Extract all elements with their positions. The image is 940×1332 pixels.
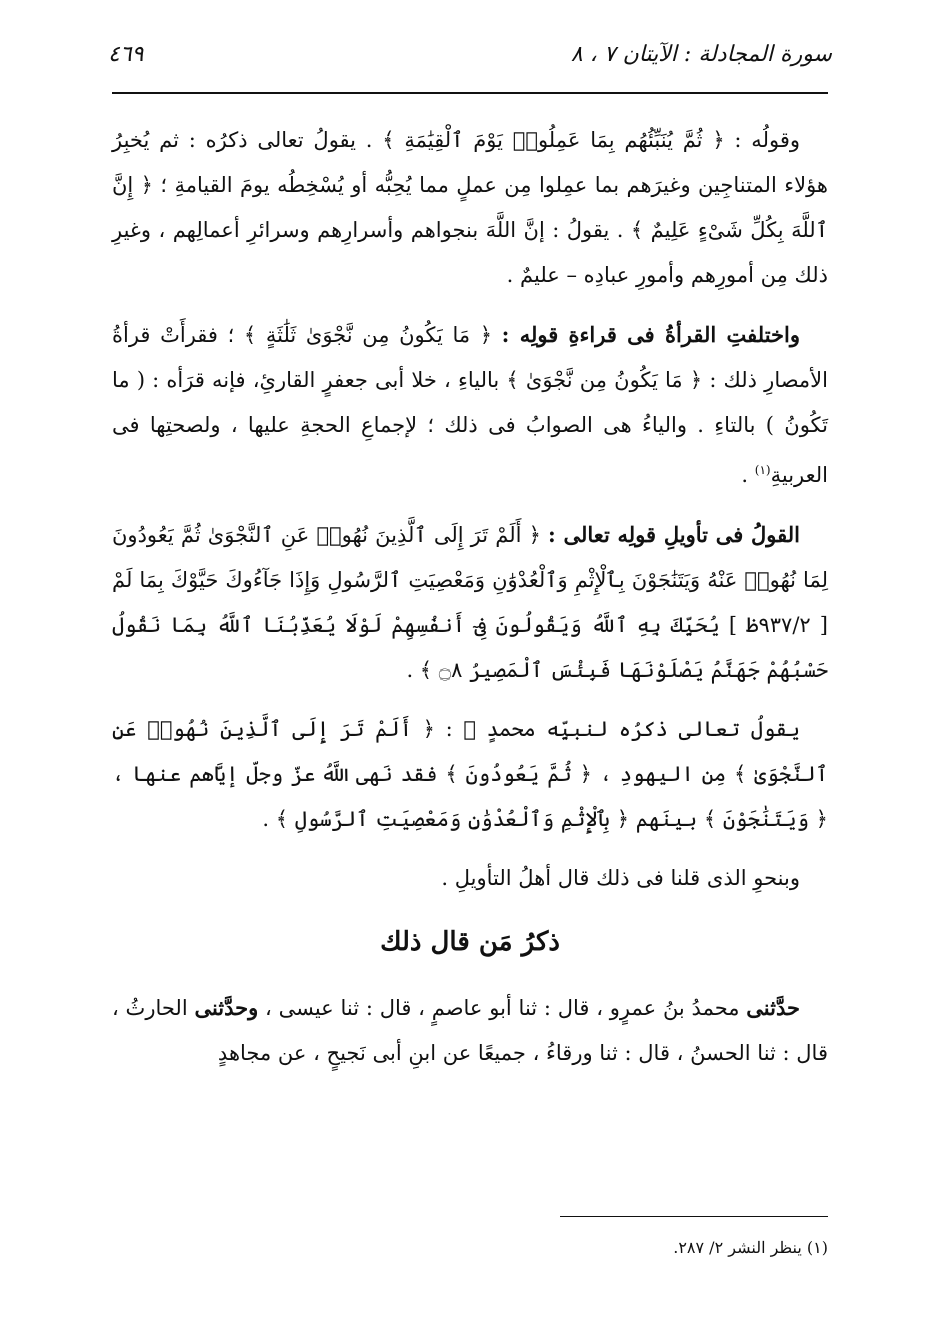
paragraph-2 (112, 312, 828, 498)
footnote-marker: (١) (754, 463, 771, 477)
paragraph-4 (112, 707, 828, 842)
section-heading: ذكرُ مَن قال ذلك (380, 927, 560, 957)
paragraph-text: وبنحوِ الذى قلنا فى ذلك قال أهلُ التأويلِ . (441, 866, 800, 890)
paragraph-text: ﴿ مَا يَكُونُ مِن نَّجْوَىٰ ثَلَٰثَةٍ ﴾ ؛ فقرأَتْ قرأةُ الأمصارِ ذلك : ﴿ مَا يَكُونُ مِن نَّجْوَىٰ ﴾ بالياءِ ، خلا أبى جعفرٍ القارئِ، فإنه قرَأه : ( ما تَكُونُ ) بالتاءِ . والياءُ هى الصوابُ فى ذلك ؛ لإجماعِ الحجةِ عليها ، ولصحتِها فى العربيةِ (112, 323, 828, 487)
paragraph-text: وقولُه : ﴿ ثُمَّ يُنَبِّئُهُم بِمَا عَمِلُوا۟ يَوْمَ ٱلْقِيَٰمَةِ ﴾ . يقولُ تعالى ذكرُه : ثم يُخبِرُ هؤلاء المتناجِين وغيرَهم بما عمِلوا مِن عملٍ مما يُحِبُّه أو يُسْخِطُه يومَ القيامةِ ؛ ﴿ إِنَّ ٱللَّهَ بِكُلِّ شَىْءٍ عَلِيمٌ ﴾ . يقولُ : إنَّ اللَّهَ بنجواهم وأسرارِهم وسرائرِ أعمالِهم ، وغيرِ ذلك مِن أمورِهم وأمورِ عبادِه – عليمٌ . (112, 128, 828, 287)
running-header (108, 38, 832, 78)
isnad-lead-2: وحدَّثنى (194, 995, 259, 1020)
paragraph-5 (112, 856, 828, 901)
header-rule (112, 92, 828, 94)
paragraph-1 (112, 118, 828, 298)
isnad-paragraph (112, 985, 828, 1076)
footnote: (١) ينظر النشر ٢/ ٢٨٧. (673, 1238, 828, 1257)
paragraph-tail: . (741, 463, 755, 487)
footnote-rule (560, 1216, 828, 1217)
paragraph-3 (112, 512, 828, 693)
isnad-text-1: محمدُ بنُ عمرٍو ، قال : ثنا أبو عاصمٍ ، قال : ثنا عيسى ، (258, 996, 747, 1020)
page-number: ٤٦٩ (108, 42, 144, 67)
isnad-lead-1: حدَّثنى (746, 995, 800, 1020)
paragraph-text: يقولُ تعالى ذكرُه لنبيِّه محمدٍ ﷺ : ﴿ أَلَمْ تَرَ إِلَى ٱلَّذِينَ نُهُوا۟ عَنِ ٱلنَّجْوَىٰ ﴾ مِن اليهودِ ، ﴿ ثُمَّ يَعُودُونَ ﴾ فقد نَهى اللَّهُ عزّ وجلّ إيَّاهم عنها ، ﴿ وَيَتَنَٰجَوْنَ ﴾ بينَهم ﴿ بِٱلْإِثْمِ وَٱلْعُدْوَٰنِ وَمَعْصِيَتِ ٱلرَّسُولِ ﴾ . (112, 717, 828, 831)
main-text (112, 118, 828, 1090)
paragraph-text: ﴿ أَلَمْ تَرَ إِلَى ٱلَّذِينَ نُهُوا۟ عَنِ ٱلنَّجْوَىٰ ثُمَّ يَعُودُونَ لِمَا نُهُوا۟ عَنْهُ وَيَتَنَٰجَوْنَ بِٱلْإِثْمِ وَٱلْعُدْوَٰنِ وَمَعْصِيَتِ ٱلرَّسُولِ وَإِذَا جَآءُوكَ حَيَّوْكَ بِمَا لَمْ [ ٩٣٧/٢ظ ] يُحَيِّكَ بِهِ ٱللَّهُ وَيَقُولُونَ فِىٓ أَنفُسِهِمْ لَوْلَا يُعَذِّبُنَا ٱللَّهُ بِمَا نَقُولُ حَسْبُهُمْ جَهَنَّمُ يَصْلَوْنَهَا فَبِئْسَ ٱلْمَصِيرُ ۝٨ ﴾ . (112, 523, 828, 682)
paragraph-lead: واختلفتِ القرأةُ فى قراءةِ قولِه : (501, 322, 800, 347)
surah-title: سورة المجادلة : الآيتان ٧ ، ٨ (570, 42, 832, 67)
paragraph-lead: القولُ فى تأويلِ قولِه تعالى : (548, 522, 800, 547)
isnad-text-2: الحارثُ ، قال : ثنا الحسنُ ، قال : ثنا ورقاءُ ، جميعًا عن ابنِ أبى نَجيحٍ ، عن مجاهدٍ (112, 996, 828, 1065)
